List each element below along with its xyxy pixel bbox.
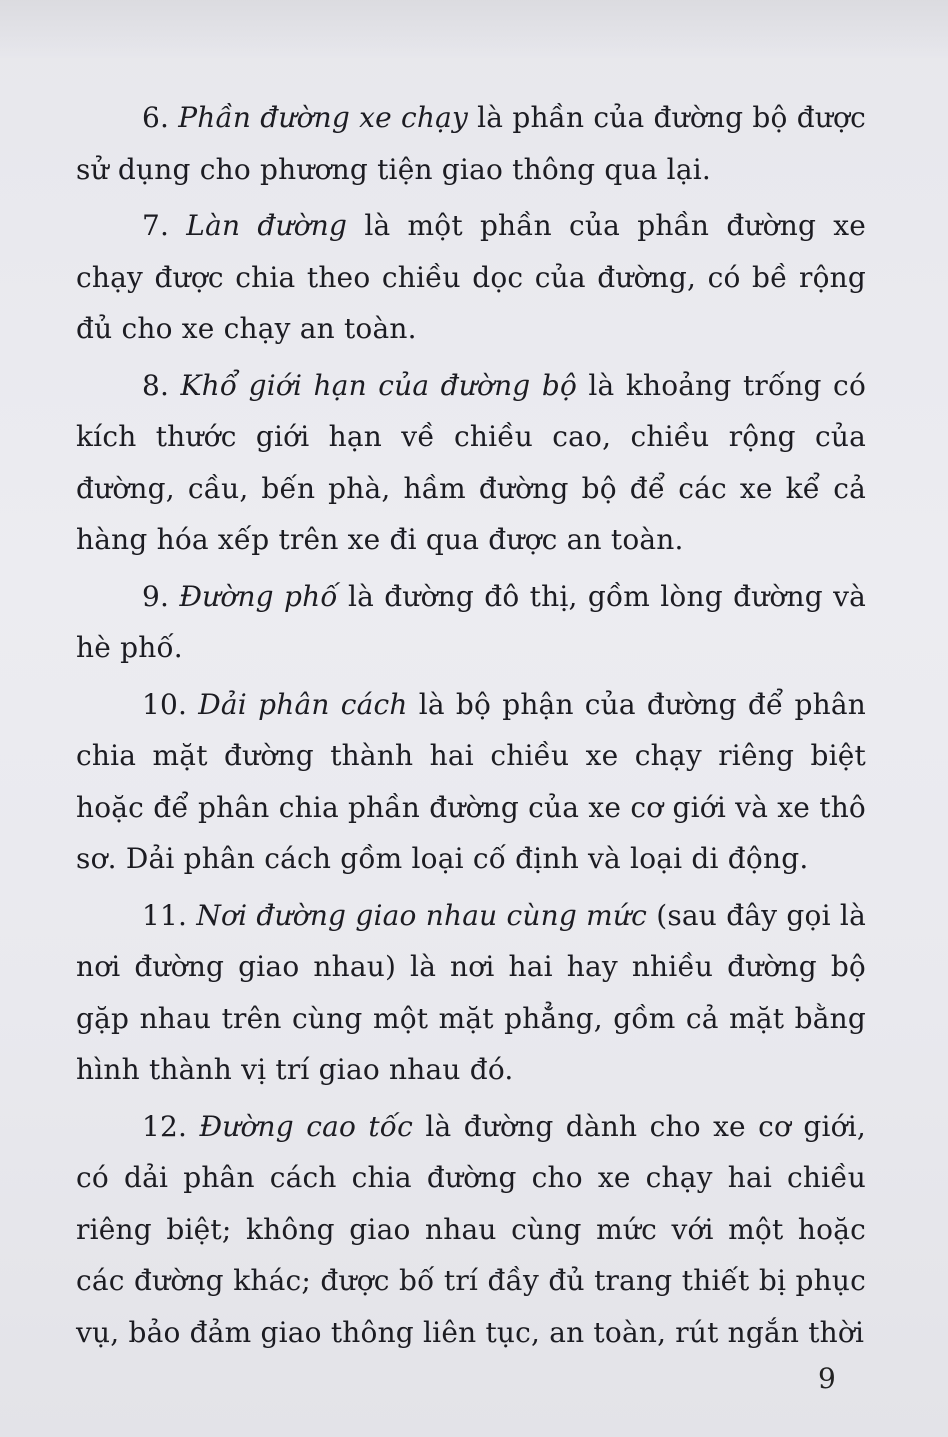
paragraph-9: [76, 571, 866, 674]
item-number: 8.: [142, 368, 170, 402]
item-number: 9.: [142, 579, 170, 613]
definition-text: là khoảng trống có kích thước giới hạn về chiều cao, chiều rộng của đường, cầu, bến phà, hầm đường bộ để các xe kể cả hàng hóa xếp trên xe đi qua được an toàn.: [76, 368, 866, 556]
definition-text: là đường dành cho xe cơ giới, có dải phân cách chia đường cho xe chạy hai chiều riêng biệt; không giao nhau cùng mức với một hoặc các đường khác; được bố trí đầy đủ trang thiết bị phục vụ, bảo đảm giao thông liên tục, an toàn, rút ngắn thời: [76, 1109, 866, 1349]
item-number: 11.: [142, 898, 188, 932]
definition-text: (sau đây gọi là nơi đường giao nhau) là nơi hai hay nhiều đường bộ gặp nhau trên cùng một mặt phẳng, gồm cả mặt bằng hình thành vị trí giao nhau đó.: [76, 898, 866, 1086]
item-number: 10.: [142, 687, 188, 721]
paragraph-11: [76, 890, 866, 1096]
paragraph-8: [76, 360, 866, 566]
page-number: 9: [818, 1362, 836, 1395]
paragraph-12: [76, 1101, 866, 1359]
page-body: [76, 92, 866, 1358]
defined-term: Đường cao tốc: [199, 1109, 414, 1143]
paragraph-6: [76, 92, 866, 195]
defined-term: Đường phố: [179, 579, 338, 613]
defined-term: Làn đường: [186, 209, 348, 242]
defined-term: Nơi đường giao nhau cùng mức: [196, 898, 648, 932]
item-number: 12.: [142, 1109, 188, 1143]
paragraph-7: [76, 200, 866, 355]
item-number: 7.: [142, 209, 170, 242]
page-shadow: [0, 0, 948, 60]
definition-text: là bộ phận của đường để phân chia mặt đường thành hai chiều xe chạy riêng biệt hoặc để phân chia phần đường của xe cơ giới và xe thô sơ. Dải phân cách gồm loại cố định và loại di động.: [76, 687, 866, 875]
defined-term: Dải phân cách: [198, 687, 408, 721]
defined-term: Phần đường xe chạy: [178, 101, 469, 134]
definition-text: là đường đô thị, gồm lòng đường và hè phố.: [76, 579, 866, 664]
paragraph-10: [76, 679, 866, 885]
item-number: 6.: [142, 101, 170, 134]
definition-text: là phần của đường bộ được sử dụng cho phương tiện giao thông qua lại.: [76, 101, 866, 186]
definition-text: là một phần của phần đường xe chạy được chia theo chiều dọc của đường, có bề rộng đủ cho xe chạy an toàn.: [76, 209, 867, 345]
defined-term: Khổ giới hạn của đường bộ: [180, 368, 577, 402]
